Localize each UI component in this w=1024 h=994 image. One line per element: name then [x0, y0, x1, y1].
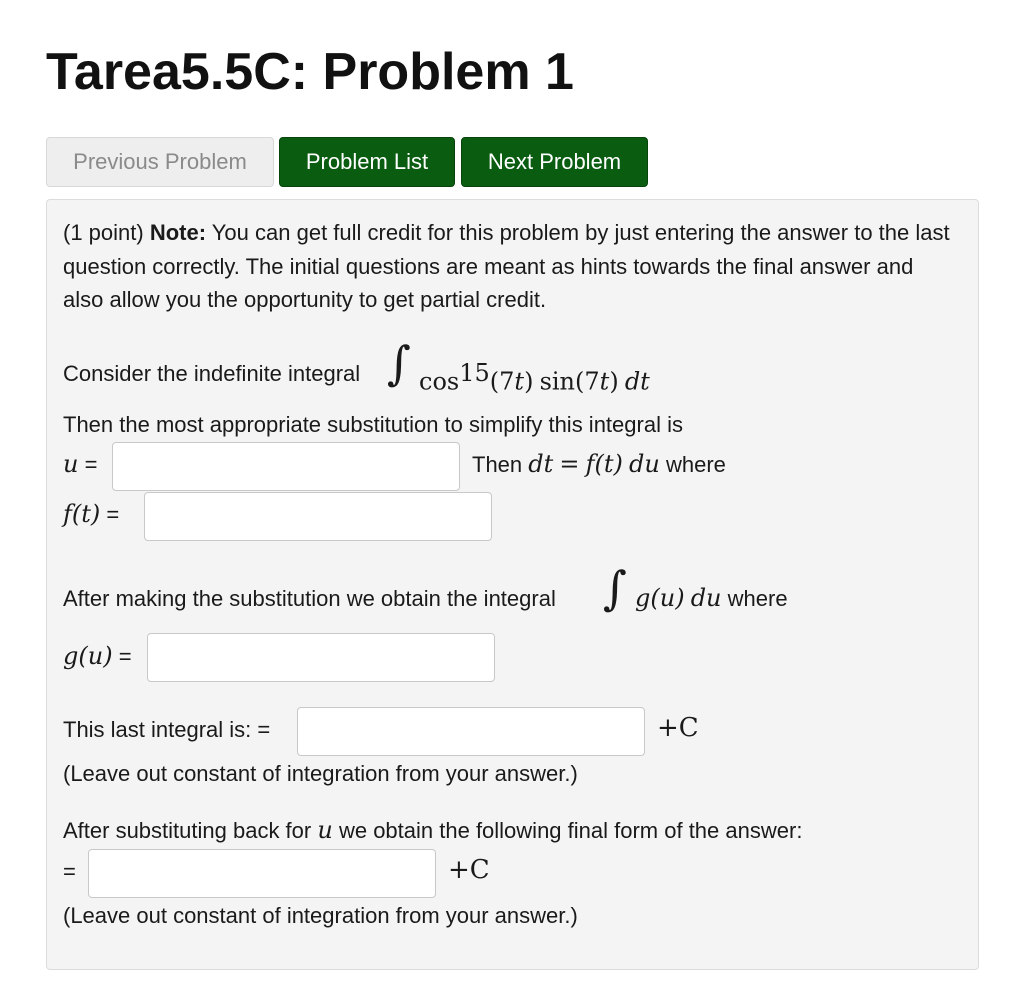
g-integral-expression: g(u) du where	[635, 584, 788, 612]
integral-sign-2: ∫	[603, 561, 627, 615]
g-input[interactable]	[147, 633, 495, 682]
previous-problem-button: Previous Problem	[46, 137, 274, 187]
page-title: Tarea5.5C: Problem 1	[46, 43, 574, 101]
u-label: u =	[63, 450, 98, 478]
plus-c-2: +C	[448, 855, 490, 885]
plus-c-1: +C	[657, 713, 699, 743]
problem-intro	[63, 216, 953, 317]
integrand-expression: $\cos^{15}(7t)$ sin(7t) dt	[419, 359, 650, 396]
leave-out-note-2: (Leave out constant of integration from your answer.)	[63, 903, 578, 928]
next-problem-button[interactable]: Next Problem	[461, 137, 648, 187]
leave-out-note-1: (Leave out constant of integration from your answer.)	[63, 761, 578, 786]
problem-list-button[interactable]: Problem List	[279, 137, 455, 187]
f-label: f(t) =	[63, 500, 120, 528]
final-answer-input[interactable]	[88, 849, 436, 898]
last-integral-input[interactable]	[297, 707, 645, 756]
substitute-back-text: After substituting back for u we obtain the following final form of the answer:	[63, 816, 803, 844]
note-label: Note:	[149, 220, 207, 245]
last-integral-text: This last integral is: =	[63, 717, 271, 742]
integral-sign-1: ∫	[387, 336, 411, 390]
after-substitution-text: After making the substitution we obtain the integral	[63, 586, 556, 611]
then-dt-text: Then dt = f(t) du where	[472, 450, 726, 478]
final-equals: =	[63, 859, 76, 884]
f-input[interactable]	[144, 492, 492, 541]
note-text: You can get full credit for this problem by just entering the answer to the last question correctly. The initial questions are meant as hints towards the final answer and also allow you the opportunity to get partial credit.	[63, 220, 950, 312]
consider-text: Consider the indefinite integral	[63, 361, 361, 386]
points-label: (1 point)	[63, 220, 144, 245]
u-input[interactable]	[112, 442, 460, 491]
g-label: g(u) =	[63, 642, 132, 670]
substitution-text: Then the most appropriate substitution to simplify this integral is	[63, 412, 683, 437]
problem-panel	[46, 199, 979, 970]
